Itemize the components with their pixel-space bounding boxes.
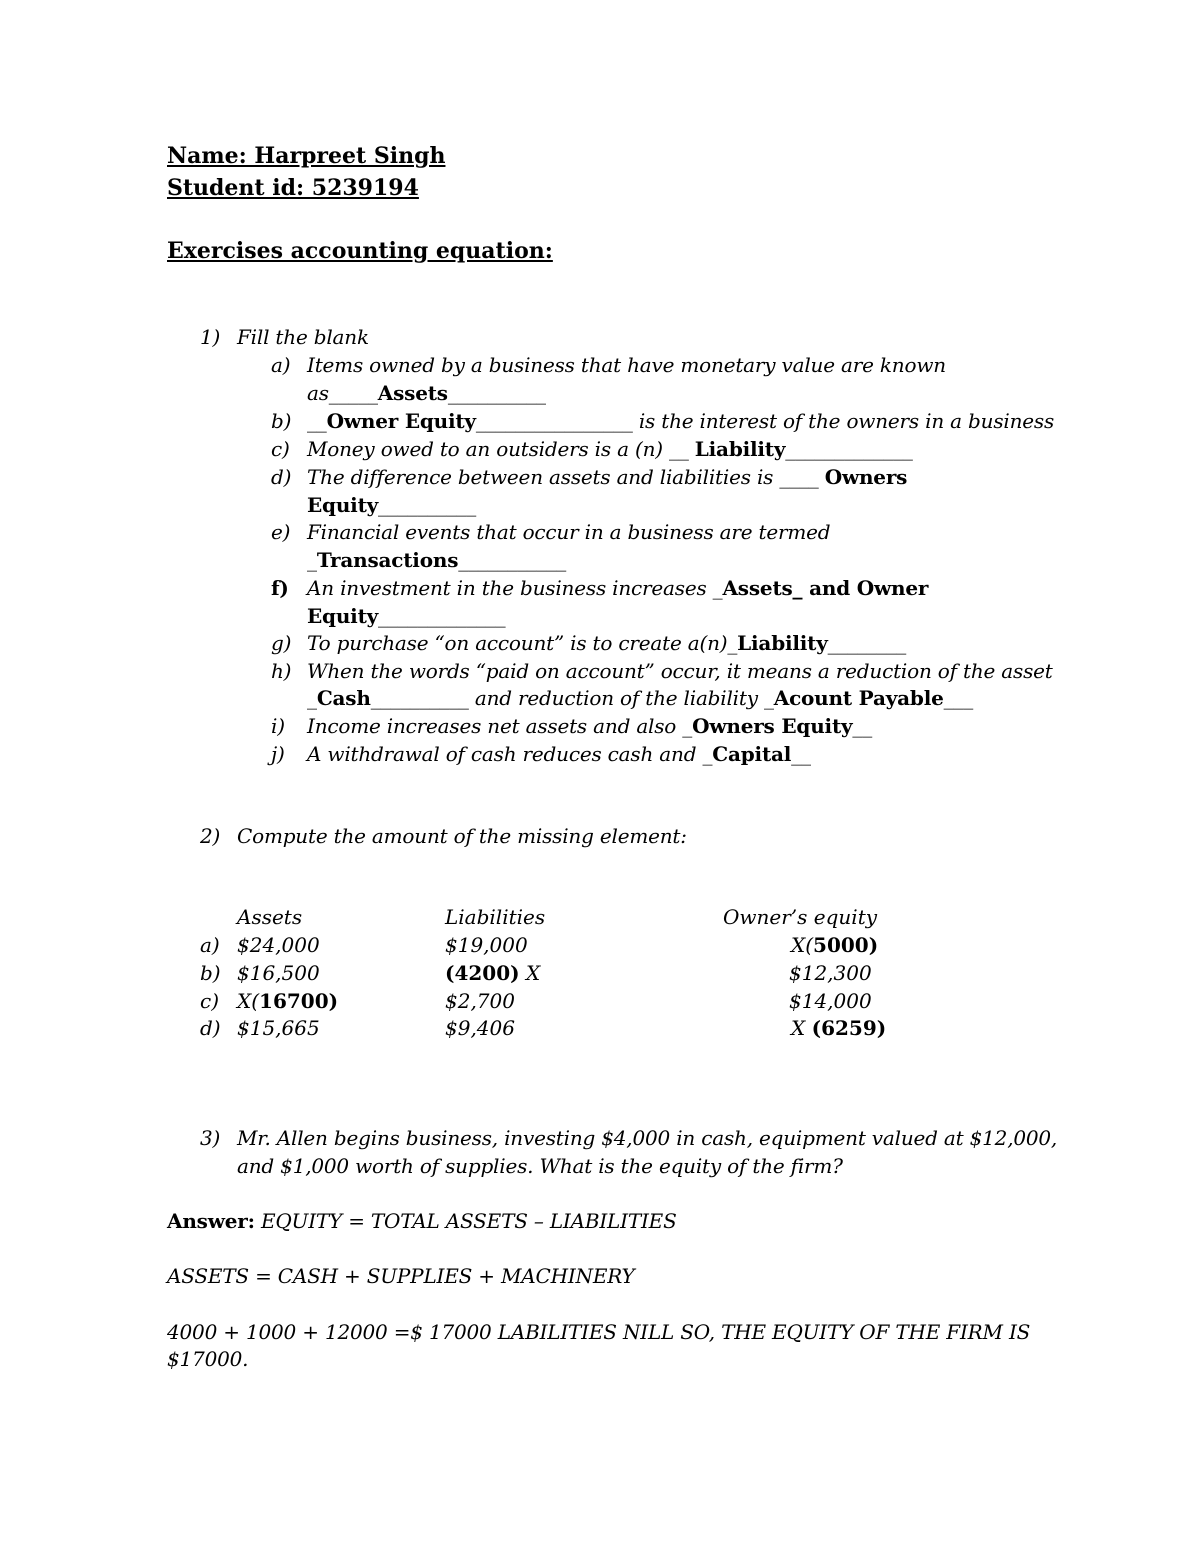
column-header-liabilities: Liabilities [445, 905, 546, 929]
answer-line: 4000 + 1000 + 12000 =$ 17000 LABILITIES NILL SO, THE EQUITY OF THE FIRM IS [167, 1320, 1031, 1344]
item-label: i) [271, 714, 285, 738]
answer-line: Answer: EQUITY = TOTAL ASSETS – LIABILITIES [167, 1209, 677, 1233]
item-text: When the words “paid on account” occur, it means a reduction of the asset [307, 659, 1053, 683]
column-header-assets: Assets [237, 905, 303, 929]
item-label: h) [271, 659, 292, 683]
cell-equity: $12,300 [789, 961, 872, 985]
item-text: Income increases net assets and also _Owners Equity__ [307, 714, 873, 738]
answer-text: (4200) [445, 961, 520, 985]
question-text: Mr. Allen begins business, investing $4,000 in cash, equipment valued at $12,000, [237, 1126, 1058, 1150]
row-label: d) [200, 1016, 221, 1040]
item-answer-line: Equity_____________ [307, 604, 506, 628]
item-answer-line: Equity__________ [307, 493, 477, 517]
cell-assets: $15,665 [237, 1016, 320, 1040]
answer-text: Assets [722, 576, 793, 600]
page-title: Exercises accounting equation: [167, 238, 553, 264]
answer-line: $17000. [167, 1347, 249, 1371]
answer-text: (6259) [811, 1016, 887, 1040]
answer-text: Owners Equity [692, 714, 853, 738]
answer-text: Capital [712, 742, 792, 766]
item-text: Financial events that occur in a business are termed [307, 520, 831, 544]
answer-text: Equity [307, 493, 379, 517]
answer-text: Assets [377, 381, 448, 405]
cell-assets: $16,500 [237, 961, 320, 985]
question-number: 3) [200, 1126, 221, 1150]
item-label: g) [271, 631, 292, 655]
item-label: f) [271, 576, 289, 600]
cell-liabilities: (4200) X [445, 961, 541, 985]
student-id: Student id: 5239194 [167, 175, 419, 201]
item-label: e) [271, 520, 291, 544]
column-header-equity: Owner’s equity [723, 905, 878, 929]
item-text: To purchase “on account” is to create a(n)_Liability________ [307, 631, 907, 655]
cell-assets: X(16700) [237, 989, 339, 1013]
cell-liabilities: $19,000 [445, 933, 528, 957]
item-text: __Owner Equity________________ is the interest of the owners in a business [307, 409, 1055, 433]
question-prompt: Compute the amount of the missing element: [237, 824, 687, 848]
answer-text: Acount Payable [773, 686, 944, 710]
item-answer-line: _Transactions___________ [307, 548, 567, 572]
row-label: c) [200, 989, 220, 1013]
answer-text: 5000) [813, 933, 879, 957]
student-name: Name: Harpreet Singh [167, 143, 446, 169]
item-text: A withdrawal of cash reduces cash and _Capital__ [307, 742, 811, 766]
question-prompt: Fill the blank [237, 325, 369, 349]
answer-text: Owner Equity [326, 409, 476, 433]
item-text: An investment in the business increases _Assets_ and Owner [307, 576, 929, 600]
item-label: j) [271, 742, 285, 766]
answer-text: Equity [307, 604, 379, 628]
answer-text: Cash [316, 686, 371, 710]
item-label: d) [271, 465, 292, 489]
answer-text: 16700) [259, 989, 339, 1013]
cell-equity: $14,000 [789, 989, 872, 1013]
cell-liabilities: $9,406 [445, 1016, 515, 1040]
cell-liabilities: $2,700 [445, 989, 515, 1013]
item-text: The difference between assets and liabilities is ____ Owners [307, 465, 908, 489]
answer-text: Transactions [316, 548, 459, 572]
item-text: Items owned by a business that have monetary value are known [307, 353, 946, 377]
question-text: and $1,000 worth of supplies. What is the equity of the firm? [237, 1154, 843, 1178]
item-answer-line: _Cash__________ and reduction of the liability _Acount Payable___ [307, 686, 974, 710]
answer-text: Liability [694, 437, 786, 461]
cell-equity: X (6259) [791, 1016, 887, 1040]
answer-text: Owners [824, 465, 908, 489]
answer-text: Liability [737, 631, 828, 655]
row-label: b) [200, 961, 221, 985]
question-number: 2) [200, 824, 221, 848]
item-answer-line: as_____Assets__________ [307, 381, 546, 405]
item-label: b) [271, 409, 292, 433]
answer-label: Answer: [167, 1209, 255, 1233]
item-label: c) [271, 437, 290, 461]
answer-line: ASSETS = CASH + SUPPLIES + MACHINERY [167, 1264, 635, 1288]
cell-equity: X(5000) [791, 933, 879, 957]
item-text: Money owed to an outsiders is a (n) __ Liability_____________ [307, 437, 913, 461]
item-label: a) [271, 353, 291, 377]
row-label: a) [200, 933, 220, 957]
cell-assets: $24,000 [237, 933, 320, 957]
question-number: 1) [200, 325, 221, 349]
